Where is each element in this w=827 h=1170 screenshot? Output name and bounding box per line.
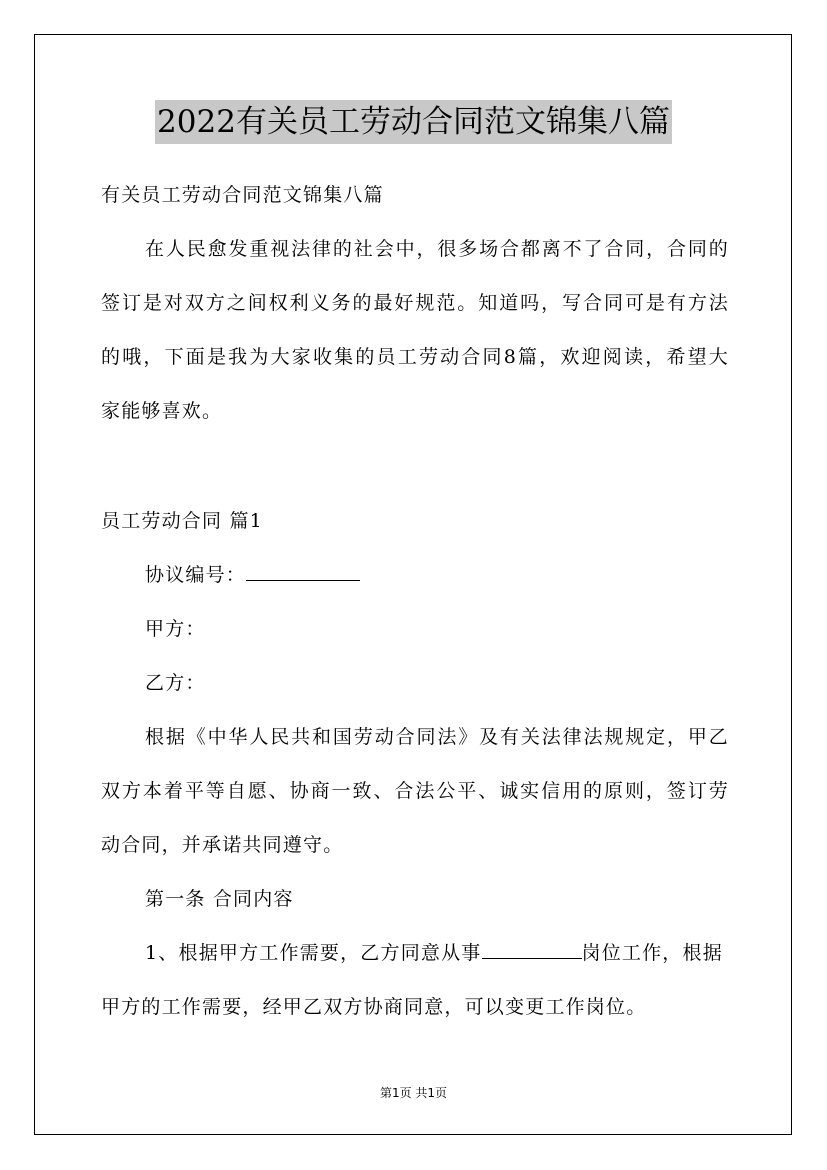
position-blank — [482, 940, 582, 959]
basis-line-1: 根据《中华人民共和国劳动合同法》及有关法律法规规定，甲乙 — [145, 726, 729, 748]
agreement-number-blank — [246, 562, 360, 581]
intro-line-3: 的哦，下面是我为大家收集的员工劳动合同8篇，欢迎阅读，希望大 — [101, 346, 729, 368]
clause-one-line-1 — [145, 940, 729, 966]
page-footer: 第1页 共1页 — [379, 1086, 448, 1100]
agreement-number-row — [145, 562, 729, 588]
party-a-label: 甲方： — [145, 618, 206, 640]
title-container — [0, 100, 827, 144]
clause-one-text-before: 1、根据甲方工作需要，乙方同意从事 — [145, 942, 482, 964]
clause-one-text-after: 岗位工作，根据 — [581, 942, 723, 964]
clause-one-line-2: 甲方的工作需要，经甲乙双方协商同意，可以变更工作岗位。 — [101, 996, 647, 1018]
article-one-heading: 第一条 合同内容 — [145, 888, 294, 910]
intro-line-4: 家能够喜欢。 — [101, 400, 223, 422]
section-heading: 员工劳动合同 篇1 — [101, 510, 263, 532]
basis-line-3: 动合同，并承诺共同遵守。 — [101, 834, 344, 856]
intro-line-1: 在人民愈发重视法律的社会中，很多场合都离不了合同，合同的 — [145, 238, 729, 260]
party-b-label: 乙方： — [145, 672, 206, 694]
intro-line-2: 签订是对双方之间权利义务的最好规范。知道吗，写合同可是有方法 — [101, 292, 729, 314]
agreement-number-label: 协议编号： — [145, 564, 247, 586]
document-subtitle: 有关员工劳动合同范文锦集八篇 — [101, 184, 384, 206]
basis-line-2: 双方本着平等自愿、协商一致、合法公平、诚实信用的原则，签订劳 — [101, 780, 729, 802]
document-title: 2022有关员工劳动合同范文锦集八篇 — [155, 100, 672, 144]
